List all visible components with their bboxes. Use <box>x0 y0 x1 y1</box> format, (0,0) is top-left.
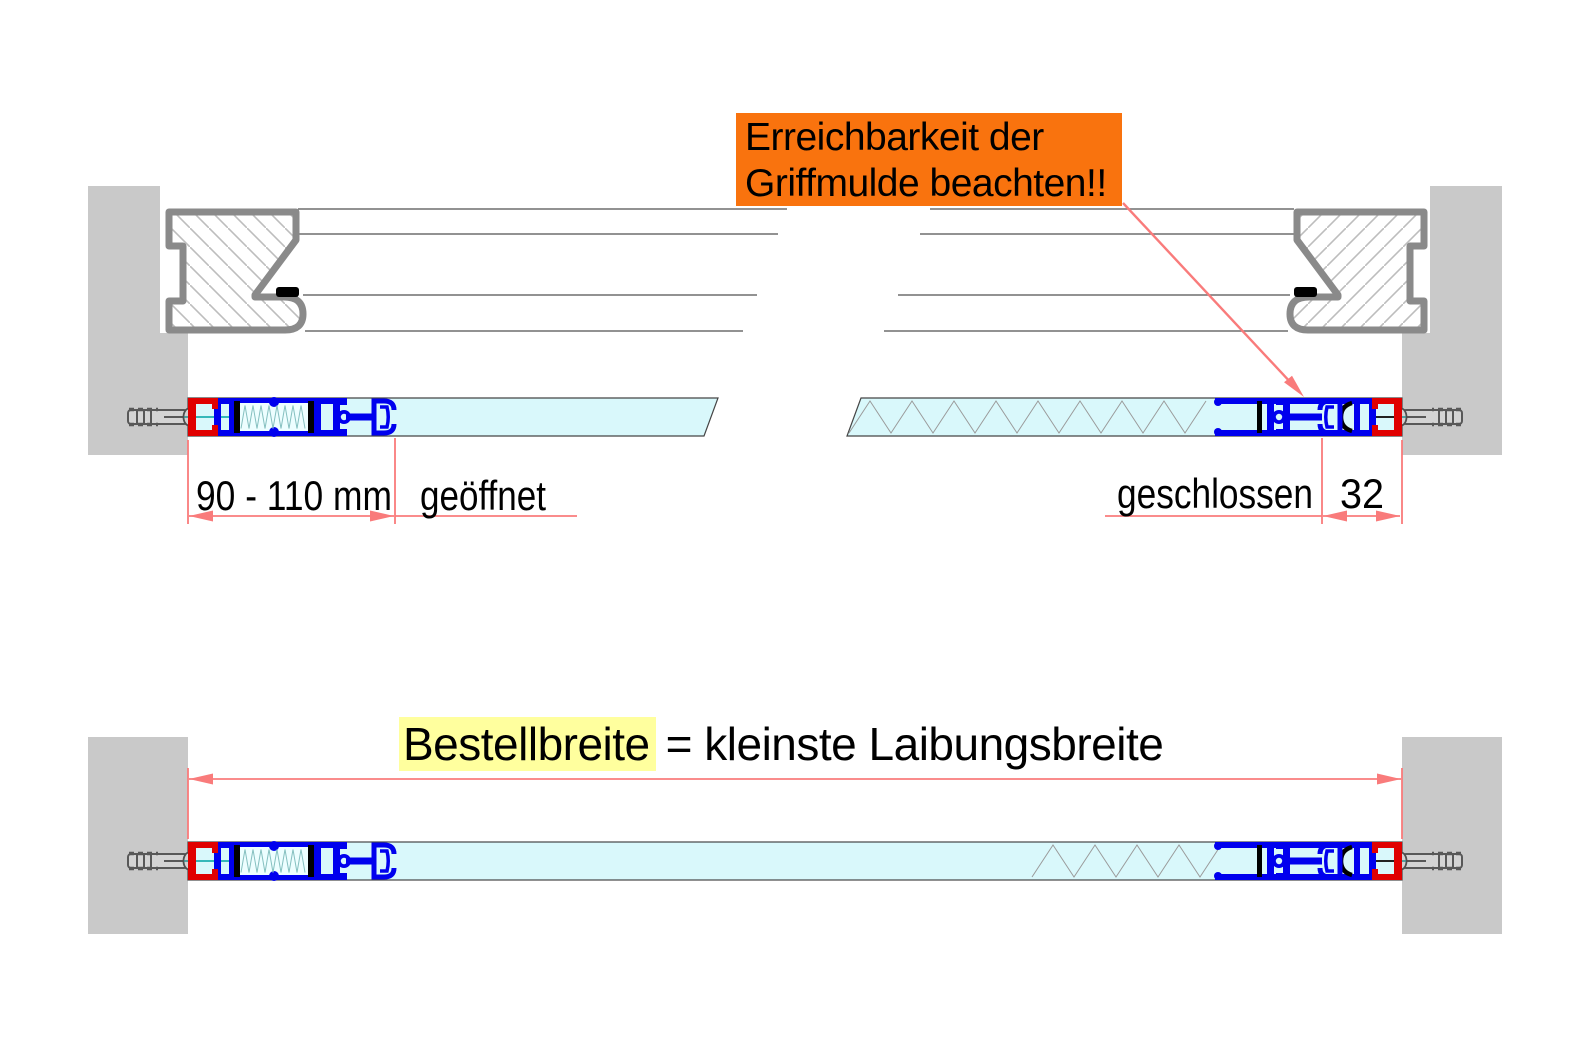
leader-line <box>1123 203 1293 385</box>
warning-note-line2: Griffmulde beachten!! <box>745 162 1107 205</box>
warning-note <box>736 113 1122 206</box>
order-width-title <box>399 716 1163 772</box>
wall-right-bottom <box>1402 737 1502 934</box>
window-frame-left <box>169 212 303 330</box>
warning-note-line1: Erreichbarkeit der <box>745 116 1044 159</box>
open-state-label: geöffnet <box>420 472 547 519</box>
wall-left-bottom <box>88 737 188 934</box>
order-width-highlight: Bestellbreite <box>399 717 656 771</box>
sash-lines-right <box>884 209 1294 331</box>
dimensions-bottom <box>188 768 1402 839</box>
closed-state-label: geschlossen <box>1117 470 1313 517</box>
top-section-view <box>88 186 1502 524</box>
window-frame-right <box>1290 212 1424 330</box>
dim-closed-width-label: 32 <box>1340 470 1384 517</box>
dim-open-width-label: 90 - 110 mm <box>196 472 392 519</box>
order-width-rest: = kleinste Laibungsbreite <box>665 718 1164 770</box>
sash-lines-left <box>298 209 787 331</box>
